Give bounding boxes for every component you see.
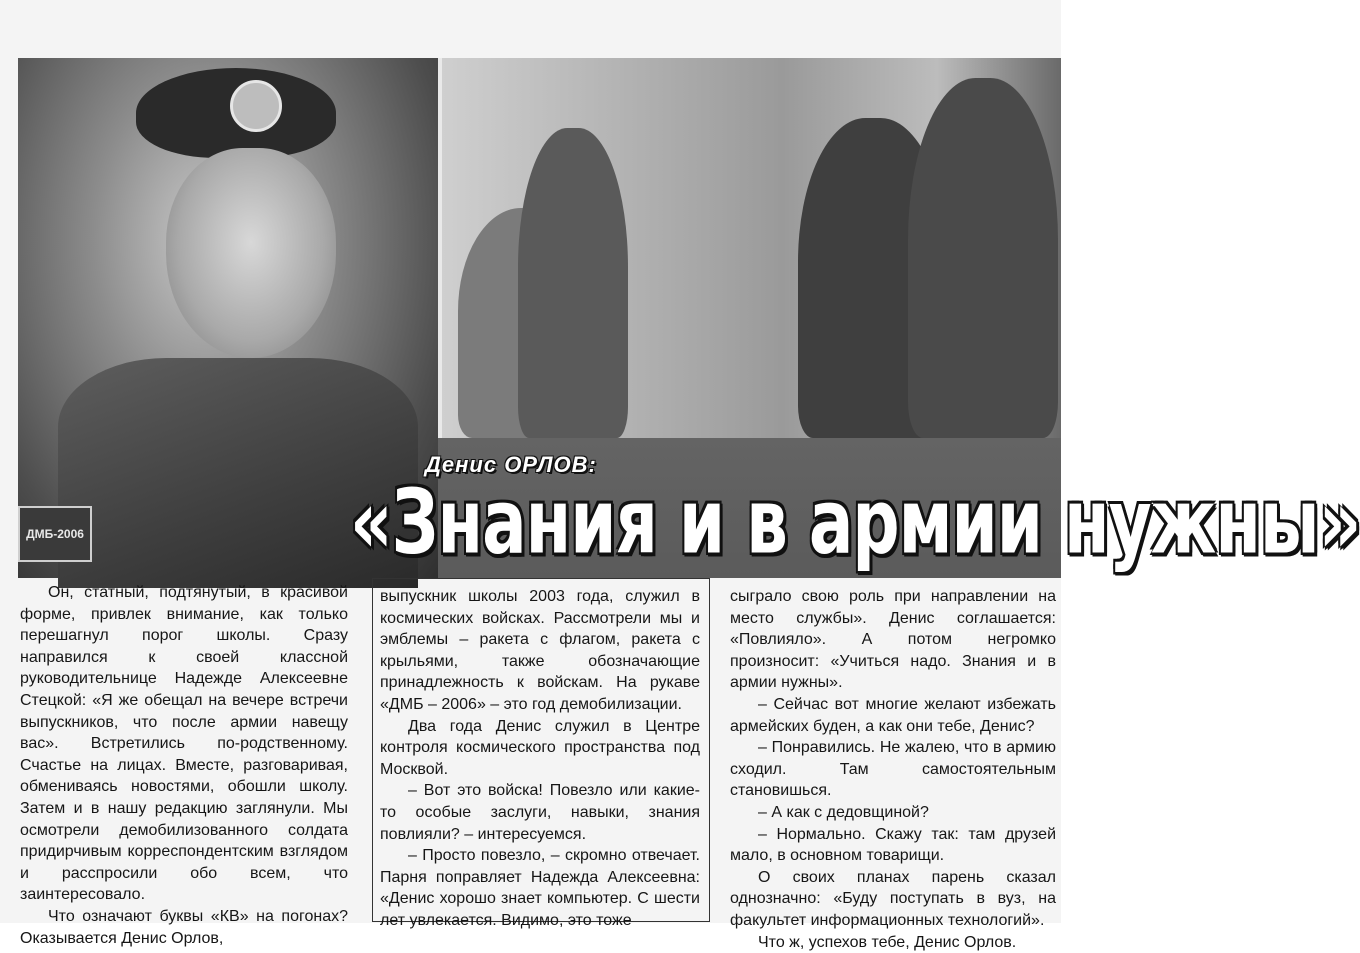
paragraph: – А как с дедовщиной? <box>730 802 1056 824</box>
article-byline: Денис ОРЛОВ: <box>425 452 597 478</box>
sleeve-patch: ДМБ-2006 <box>18 506 92 562</box>
paragraph: Два года Денис служил в Центре контроля космического пространства под Москвой. <box>380 716 700 781</box>
paragraph: Что ж, успехов тебе, Денис Орлов. <box>730 932 1056 953</box>
soldier-face <box>166 148 336 358</box>
article-headline: «Знания и в армии нужны» <box>350 478 1050 567</box>
paragraph: – Понравились. Не жалею, что в армию сходил. Там самостоятельным становишься. <box>730 737 1056 802</box>
paragraph: выпускник школы 2003 года, служил в космических войсках. Рассмотрели мы и эмблемы – ракета с флагом, ракета с крыльями, также обозначающие принадлежность к войскам. На рукаве «ДМБ – 2006» – это год демобилизации. <box>380 586 700 716</box>
paragraph: – Вот это войска! Повезло или какие-то особые заслуги, навыки, знания повлияли? – интересуемся. <box>380 780 700 845</box>
paragraph: Он, статный, подтянутый, в красивой форме, привлек внимание, как только перешагнул порог школы. Сразу направился к своей классной руководительнице Надежде Алексеевне Стецкой: «Я же обещал на вечере встречи выпускников, что после армии навещу вас». Встретились по-родственному. Счастье на лицах. Вместе, разговаривая, обмениваясь новостями, обошли школу. Затем и в нашу редакцию заглянули. Мы осмотрели демобилизованного солдата придирчивым корреспондентским взглядом и расспросили обо всем, что заинтересовало. <box>20 582 348 906</box>
paragraph: О своих планах парень сказал однозначно: «Буду поступать в вуз, на факультет информационных технологий». <box>730 867 1056 932</box>
figure-man <box>518 128 628 438</box>
article-column-1 <box>20 582 348 949</box>
article-column-2 <box>380 582 700 932</box>
paragraph: – Просто повезло, – скромно отвечает. Парня поправляет Надежда Алексеевна: «Денис хорошо знает компьютер. С шести лет увлекается. Видимо, это тоже <box>380 845 700 931</box>
article-column-3 <box>730 582 1056 953</box>
paragraph: – Сейчас вот многие желают избежать армейских буден, а как они тебе, Денис? <box>730 694 1056 737</box>
paragraph: Что означают буквы «КВ» на погонах? Оказывается Денис Орлов, <box>20 906 348 949</box>
beret-badge-icon <box>230 80 282 132</box>
paragraph: сыграло свою роль при направлении на место службы». Денис соглашается: «Повлияло». А потом негромко произносит: «Учиться надо. Знания и в армии нужны». <box>730 586 1056 694</box>
paragraph: – Нормально. Скажу так: там друзей мало, в основном товарищи. <box>730 824 1056 867</box>
figure-teacher <box>908 78 1058 438</box>
